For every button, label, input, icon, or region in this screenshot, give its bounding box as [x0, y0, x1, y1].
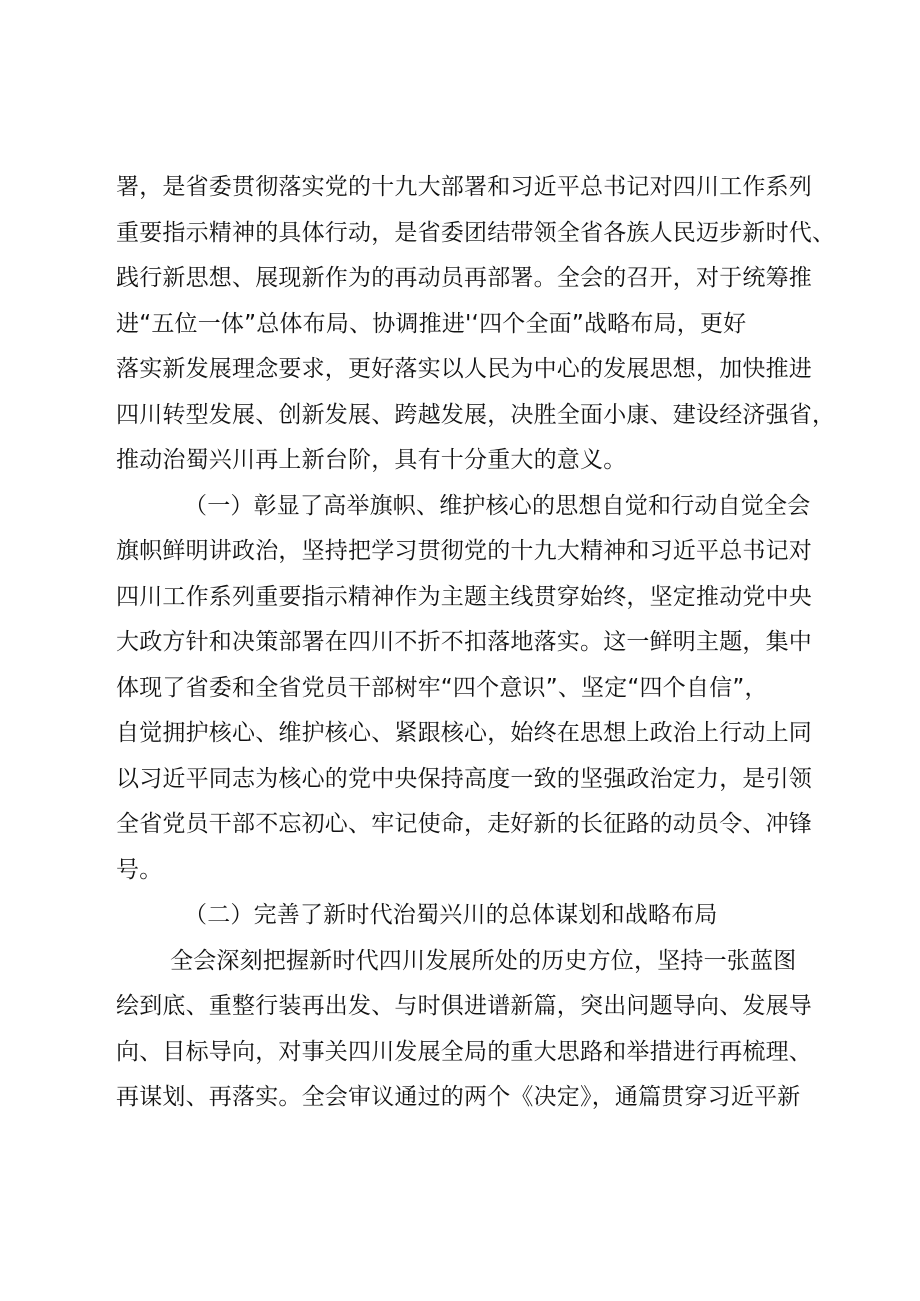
section-heading-2: （二）完善了新时代治蜀兴川的总体谋划和战略布局 — [184, 902, 718, 928]
text-line: 体现了省委和全省党员干部树牢“四个意识”、坚定“四个自信”， — [116, 675, 768, 701]
text-line: 署，是省委贯彻落实党的十九大部署和习近平总书记对四川工作系列 — [116, 174, 812, 200]
text-line: 大政方针和决策部署在四川不折不扣落地落实。这一鲜明主题，集中 — [116, 629, 812, 655]
text-line: 落实新发展理念要求，更好落实以人民为中心的发展思想，加快推进 — [116, 356, 812, 382]
text-line: 四川工作系列重要指示精神作为主题主线贯穿始终，坚定推动党中央 — [116, 584, 812, 610]
text-line: 践行新思想、展现新作为的再动员再部署。全会的召开，对于统筹推 — [116, 265, 812, 291]
text-line: 重要指示精神的具体行动，是省委团结带领全省各族人民迈步新时代、 — [116, 220, 836, 246]
text-line: 推动治蜀兴川再上新台阶，具有十分重大的意义。 — [116, 447, 627, 473]
text-line: 以习近平同志为核心的党中央保持高度一致的坚强政治定力，是引领 — [116, 766, 812, 792]
section-heading-1: （一）彰显了高举旗帜、维护核心的思想自觉和行动自觉全会 — [184, 493, 811, 519]
text-line: 再谋划、再落实。全会审议通过的两个《决定》，通篇贯穿习近平新 — [116, 1084, 801, 1110]
text-line: 绘到底、重整行装再出发、与时俱进谱新篇，突出问题导向、发展导 — [116, 993, 812, 1019]
text-line: 向、目标导向，对事关四川发展全局的重大思路和举措进行再梳理、 — [116, 1039, 812, 1065]
text-line: 旗帜鲜明讲政治，坚持把学习贯彻党的十九大精神和习近平总书记对 — [116, 538, 812, 564]
text-line: 全会深刻把握新时代四川发展所处的历史方位，坚持一张蓝图 — [170, 948, 797, 974]
text-line: 号。 — [116, 857, 163, 883]
text-line: 四川转型发展、创新发展、跨越发展，决胜全面小康、建设经济强省， — [116, 402, 836, 428]
text-line: 全省党员干部不忘初心、牢记使命，走好新的长征路的动员令、冲锋 — [116, 811, 812, 837]
text-line: 自觉拥护核心、维护核心、紧跟核心，始终在思想上政治上行动上同 — [116, 720, 812, 746]
text-line: 进“五位一体”总体布局、协调推进'‘四个全面”战略布局，更好 — [116, 311, 747, 337]
